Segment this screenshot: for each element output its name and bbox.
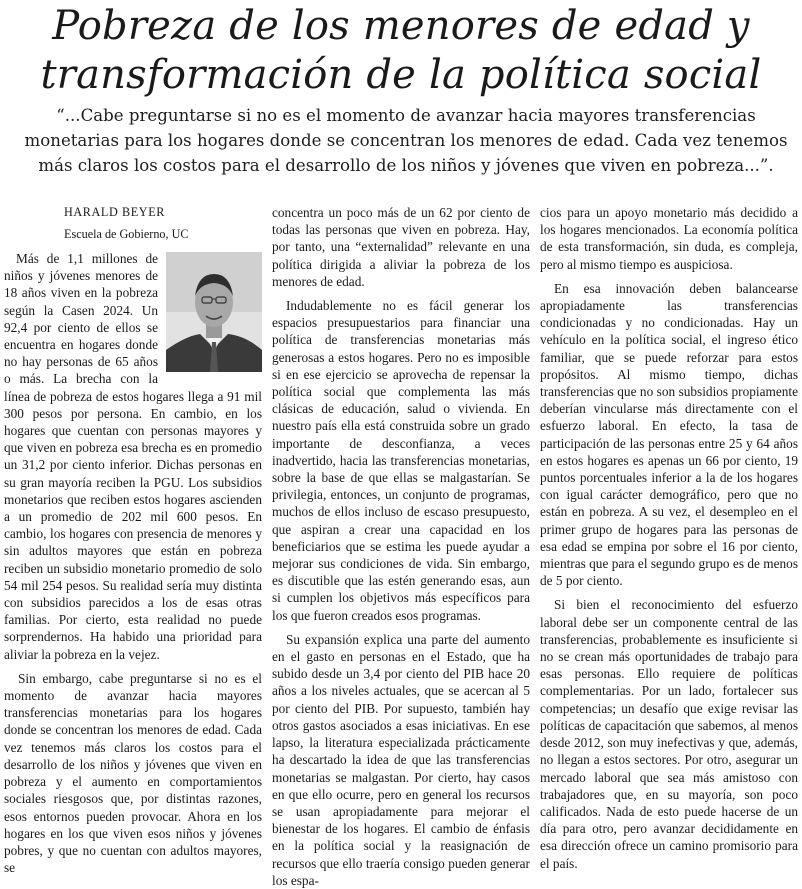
author-photo xyxy=(166,252,262,372)
title-line-1: Pobreza de los menores de edad y xyxy=(52,3,750,49)
pull-quote: “...Cabe preguntarse si no es el momento de avanzar hacia mayores transferencias monetarias para los hogares donde se concentran los menores de edad. Cada vez tenemos más claros los costos para el desarrollo de los niños y jóvenes que viven en pobreza...”. xyxy=(24,106,788,175)
paragraph: Más de 1,1 millones de niños y jóvenes menores de 18 años viven en la pobreza según la Casen 2024. Un 92,4 por ciento de ellos se encuentra en hogares donde no hay personas de 65 años o más. La brecha con la línea de pobreza de estos hogares llega a 91 mil 300 pesos por persona. En cambio, en los hogares que cuentan con personas mayores y que viven en pobreza esa brecha es en promedio un 31,2 por ciento inferior. Dichas personas en su gran mayoría reciben la PGU. Los subsidios monetarios que reciben estos hogares ascienden a un promedio de 202 mil 600 pesos. En cambio, los hogares con presencia de menores y sin adultos mayores que están en pobreza reciben un subsidio monetario promedio de solo 54 mil 254 pesos. Su realidad sería muy distinta con subsidios parecidos a los de esas otras familias. Por cierto, esta realidad no puede sorprendernos. Ha habido una prioridad para aliviar la pobreza en la vejez. xyxy=(4,251,262,662)
paragraph: En esa innovación deben balancearse apropiadamente las transferencias condicionadas y no condicionadas. Hay un vehículo en la política social, el ingreso ético familiar, que se puede reforzar para estos propósitos. Al mismo tiempo, dichas transferencias que no son subsidios propiamente deberían vincularse más directamente con el esfuerzo laboral. En efecto, la tasa de participación de las personas entre 25 y 64 años en estos hogares es apenas un 66 por ciento, 19 puntos porcentuales inferior a la de los hogares con igual carácter demográfico, pero que no están en pobreza. A su vez, el desempleo en el primer grupo de hogares para las personas de esa edad se empina por sobre el 16 por ciento, mientras que para el segundo grupo es de menos de 5 por ciento. xyxy=(540,280,798,589)
author-name: HARALD BEYER xyxy=(64,205,165,219)
paragraph: Si bien el reconocimiento del esfuerzo laboral debe ser un componente central de las transferencias, probablemente es insuficiente si no se crean más oportunidades de trabajo para esas personas. Ello requiere de políticas complementarias. Por un lado, fortalecer sus competencias; un desafío que exige revisar las políticas de capacitación que sabemos, al menos desde 2012, son muy inefectivas y que, además, no llegan a estos sectores. Por otro, asegurar un mercado laboral que sea más amistoso con trabajadores que, en su mayoría, son poco calificados. Nada de esto puede hacerse de un día para otro, pero avanzar decididamente en esa dirección ofrece un camino promisorio para el país. xyxy=(540,597,798,871)
paragraph: Indudablemente no es fácil generar los espacios presupuestarios para financiar una política de transferencias monetarias más generosas a estos hogares. Pero no es imposible si en ese ejercicio se aprovecha de repensar la política social que complementa las más clásicas de educación, salud o vivienda. En nuestro país ella está construida sobre un grado importante de desconfianza, a veces inadvertido, hacia las transferencias monetarias, sobre la base de que ellas se malgastarían. Se privilegia, entonces, un conjunto de programas, muchos de ellos incluso de escaso presupuesto, que aspiran a crear una capacidad en los beneficiarios que se estima les puede ayudar a mejorar sus condiciones de vida. Sin embargo, es discutible que las estén generando esas, aun si cumplen los objetivos más específicos para los que fueron creados esos programas. xyxy=(272,298,530,623)
column-3 xyxy=(540,204,798,871)
column-2 xyxy=(272,204,530,888)
byline xyxy=(4,204,262,250)
author-affiliation: Escuela de Gobierno, UC xyxy=(64,227,189,241)
title-line-2: transformación de la política social xyxy=(40,52,762,98)
paragraph: Sin embargo, cabe preguntarse si no es el momento de avanzar hacia mayores transferencias monetarias para los hogares donde se concentran los menores de edad. Cada vez tenemos más claros los costos para el desarrollo de los niños y jóvenes que viven en pobreza y el aumento en comportamientos sociales riesgosos que, por distintas razones, esos entornos pueden provocar. Ahora en los hogares en los que viven esos niños y jóvenes pobres, y que no cuentan con adultos mayores, se xyxy=(4,670,262,876)
paragraph: concentra un poco más de un 62 por ciento de todas las personas que viven en pobreza. Hay, por tanto, una “externalidad” relevante en una política dirigida a aliviar la pobreza de los menores de edad. xyxy=(272,205,530,289)
paragraph: Su expansión explica una parte del aumento en el gasto en personas en el Estado, que ha subido desde un 3,4 por ciento del PIB hace 20 años a los niveles actuales, que se acercan al 5 por ciento del PIB. Por supuesto, también hay otros gastos asociados a esas iniciativas. En ese lapso, la literatura especializada prácticamente ha descartado la idea de que las transferencias monetarias se malgastan. Por cierto, hay casos en que ello ocurre, pero en general los recursos se usan apropiadamente para mejorar el bienestar de los hogares. El cambio de énfasis en la política social y la reasignación de recursos que ello traería consigo pueden generar los espa- xyxy=(272,631,530,888)
article-title xyxy=(0,2,802,100)
paragraph: cios para un apoyo monetario más decidido a los hogares mencionados. La economía política de esta transformación, sin duda, es compleja, pero al mismo tiempo es auspiciosa. xyxy=(540,205,798,272)
column-1 xyxy=(4,204,262,876)
